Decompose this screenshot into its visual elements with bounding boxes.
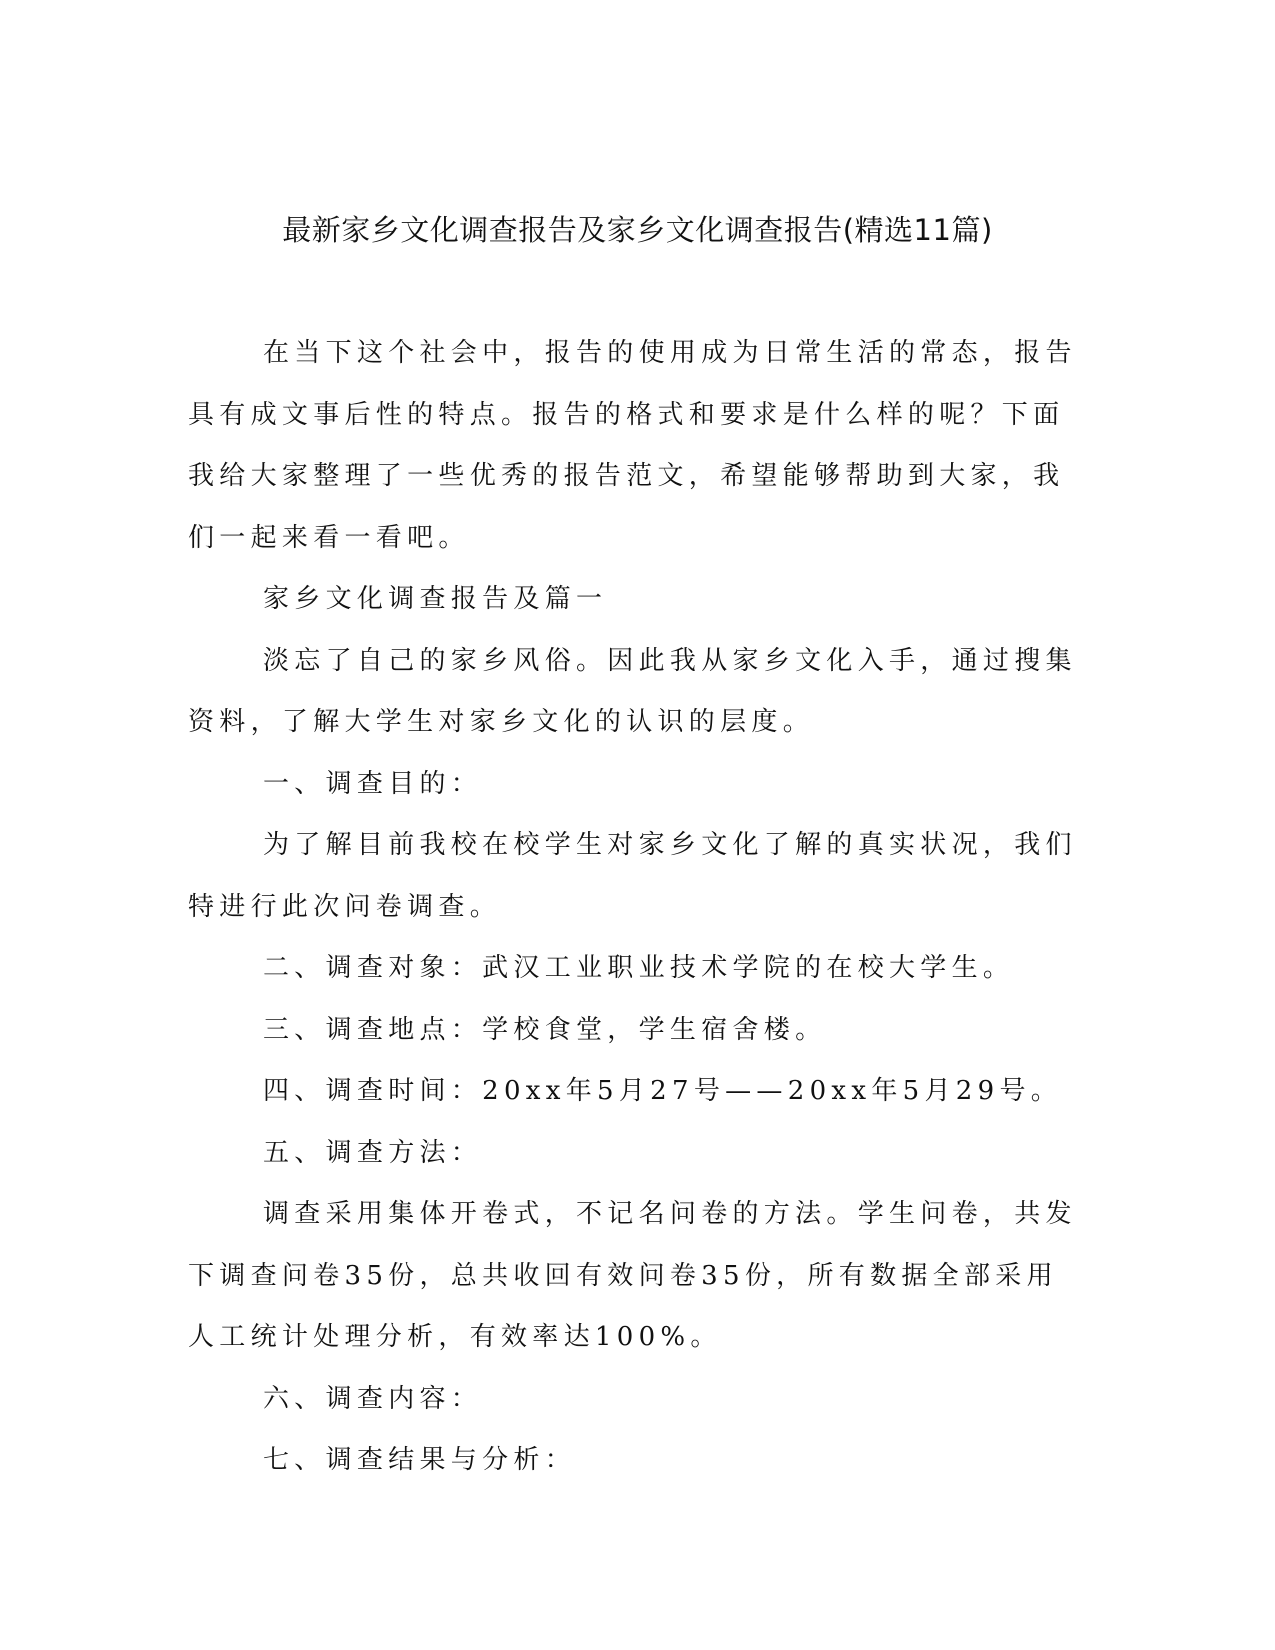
document-body: [188, 323, 1088, 1492]
paragraph-method: 调查采用集体开卷式，不记名问卷的方法。学生问卷，共发下调查问卷35份，总共收回有效问卷35份，所有数据全部采用人工统计处理分析，有效率达100%。: [188, 1199, 1077, 1352]
paragraph-time: 四、调查时间：20xx年5月27号——20xx年5月29号。: [263, 1076, 1063, 1106]
paragraph-purpose-heading: 一、调查目的：: [263, 768, 483, 799]
paragraph-method-heading: 五、调查方法：: [263, 1137, 483, 1168]
paragraph-intro: 在当下这个社会中，报告的使用成为日常生活的常态，报告具有成文事后性的特点。报告的格式和要求是什么样的呢？下面我给大家整理了一些优秀的报告范文，希望能够帮助到大家，我们一起来看一看吧。: [188, 338, 1077, 553]
document-title: 最新家乡文化调查报告及家乡文化调查报告(精选11篇): [282, 213, 993, 247]
paragraph-content-heading: 六、调查内容：: [263, 1383, 483, 1414]
paragraph-subjects: 二、调查对象：武汉工业职业技术学院的在校大学生。: [263, 953, 1015, 983]
paragraph-section-heading: 家乡文化调查报告及篇一: [263, 584, 608, 614]
paragraph-results-heading: 七、调查结果与分析：: [263, 1445, 577, 1475]
paragraph-location: 三、调查地点：学校食堂，学生宿舍楼。: [263, 1014, 827, 1045]
paragraph-background: 淡忘了自己的家乡风俗。因此我从家乡文化入手，通过搜集资料，了解大学生对家乡文化的认识的层度。: [188, 645, 1077, 737]
paragraph-purpose: 为了解目前我校在校学生对家乡文化了解的真实状况，我们特进行此次问卷调查。: [188, 830, 1077, 922]
